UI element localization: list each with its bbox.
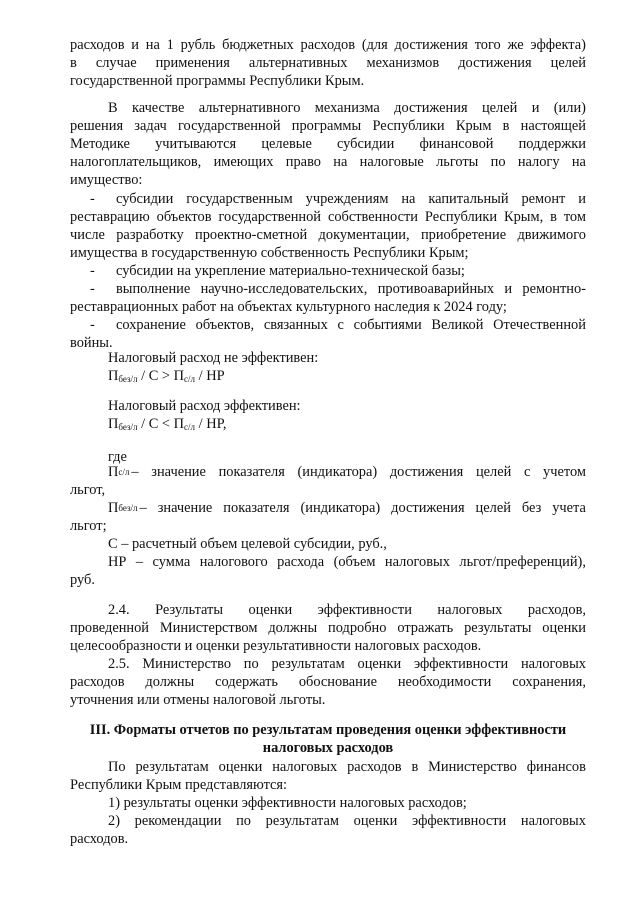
word: по — [236, 813, 251, 829]
word: расходов — [300, 37, 356, 53]
word: проектно-сметной — [195, 227, 308, 243]
list-bullet: - — [90, 317, 95, 333]
word: По — [108, 759, 126, 775]
word: объектов — [156, 209, 212, 225]
word: (объем — [333, 554, 376, 570]
word: рубль — [180, 37, 216, 53]
word: 2) — [108, 813, 120, 829]
word: движимого — [517, 227, 586, 243]
word: и — [131, 37, 139, 53]
word: учреждениям — [305, 191, 389, 207]
word: на — [571, 154, 586, 170]
word: налогу — [517, 154, 560, 170]
paragraph-line — [70, 135, 586, 153]
word: оценки — [542, 620, 586, 636]
word: по — [490, 154, 506, 170]
word: результатам — [265, 813, 339, 829]
word: программы — [291, 118, 362, 134]
word: целей — [550, 55, 586, 71]
word: значение — [157, 500, 213, 516]
word: достижения — [394, 37, 468, 53]
paragraph-line — [70, 36, 586, 54]
word: 2.5. — [108, 656, 130, 672]
word: НР — [108, 554, 127, 570]
word: Республики — [424, 209, 498, 225]
clause-2-4 — [70, 619, 586, 637]
word: отражать — [397, 620, 454, 636]
word: (индикатора) — [297, 464, 378, 480]
word: настоящей — [520, 118, 586, 134]
list-item — [116, 190, 586, 208]
word: налоговых — [272, 759, 338, 775]
word: применения — [155, 55, 230, 71]
word: Отечественной — [493, 317, 586, 333]
word: налоговых — [520, 813, 586, 829]
word: того — [474, 37, 501, 53]
word: налоговые — [359, 154, 424, 170]
word: реставрацию — [70, 209, 150, 225]
word: оценки — [353, 813, 398, 829]
word: результатам — [271, 656, 345, 672]
word: проведенной — [70, 620, 150, 636]
formula-title-ineffective: Налоговый расход не эффективен: — [108, 350, 319, 366]
list-item: реставрационных работ на объектах культурного наследия к 2024 году; — [70, 299, 507, 315]
paragraph-line — [108, 758, 586, 776]
word: решения — [70, 118, 124, 134]
formula-title-effective: Налоговый расход эффективен: — [108, 398, 301, 414]
word: альтернативного — [198, 100, 301, 116]
word: эффективности — [412, 813, 507, 829]
word: субсидии — [336, 136, 395, 152]
clause-2-4 — [108, 601, 586, 619]
word: льготы — [436, 154, 479, 170]
word: показателя — [223, 500, 290, 516]
word: с — [337, 317, 344, 333]
word: бюджетных — [222, 37, 294, 53]
list-bullet: - — [90, 281, 95, 297]
word: целевые — [261, 136, 312, 152]
word: сохранения, — [512, 674, 586, 690]
list-item — [70, 226, 586, 244]
word: в — [502, 118, 510, 134]
word: должны — [145, 674, 195, 690]
word: эффективности — [317, 602, 412, 618]
word: объектов, — [195, 317, 255, 333]
word: Министерство — [142, 656, 232, 672]
word: научно-исследовательских, — [200, 281, 368, 297]
word: числе — [70, 227, 105, 243]
word: поддержки — [518, 136, 586, 152]
word: налогового — [199, 554, 268, 570]
paragraph-line: государственной программы Республики Крым. — [70, 73, 365, 89]
word: целей — [475, 464, 512, 480]
list-item — [116, 316, 586, 334]
definition-hr — [108, 553, 586, 571]
word: результаты — [464, 620, 532, 636]
word: должны — [268, 620, 318, 636]
word: приобретение — [420, 227, 507, 243]
paragraph-line: имущество: — [70, 172, 143, 188]
list-item: расходов. — [70, 831, 129, 847]
word: эффекта) — [530, 37, 586, 53]
list-item — [108, 812, 586, 830]
formula-effective: $П_{без/л} / С < П_{с/л}$ / НР, — [108, 416, 227, 432]
word: Министерство — [428, 759, 517, 775]
word: в — [550, 209, 557, 225]
definition-pcl: П с/л – значение показателя (индикатора) достижения целей с учетом — [108, 464, 586, 480]
word: Министерством — [159, 620, 258, 636]
word: расходов, — [527, 602, 586, 618]
word: без — [521, 500, 542, 516]
word: показателя — [218, 464, 285, 480]
word: ремонт — [521, 191, 566, 207]
list-bullet: - — [90, 191, 95, 207]
word: и — [578, 191, 586, 207]
word: государственным — [186, 191, 293, 207]
word: на — [145, 37, 160, 53]
word: льгот/преференций), — [459, 554, 586, 570]
word: разработку — [116, 227, 184, 243]
word: расхода — [277, 554, 325, 570]
word: налоговых — [384, 554, 450, 570]
word: – — [139, 500, 147, 516]
definition-line: руб. — [70, 572, 95, 588]
word: эффективности — [413, 656, 509, 672]
paragraph-line: Республики Крым представляются: — [70, 777, 288, 793]
word: на — [333, 154, 348, 170]
word: налоговых — [520, 656, 586, 672]
word: Великой — [431, 317, 484, 333]
definition-line: льгот; — [70, 518, 107, 534]
clause-2-5 — [70, 673, 586, 691]
word: собственности — [327, 209, 418, 225]
word: рекомендации — [134, 813, 222, 829]
word: Методике — [70, 136, 130, 152]
definition-line: льгот, — [70, 482, 106, 498]
word: – — [131, 464, 139, 480]
word: противоаварийных — [377, 281, 495, 297]
list-bullet: - — [90, 263, 95, 279]
word: расходов — [70, 674, 125, 690]
section-heading: III. Форматы отчетов по результатам проведения оценки эффективности — [89, 722, 567, 738]
word: по — [243, 656, 259, 672]
clause-2-4: целесообразности и оценки результативности налоговых расходов. — [70, 638, 482, 654]
list-item — [116, 280, 586, 298]
word: достижения — [389, 464, 464, 480]
word: право — [285, 154, 321, 170]
word: капитальный — [428, 191, 509, 207]
list-item: субсидии на укрепление материально-технической базы; — [116, 263, 465, 279]
word: в — [70, 55, 77, 71]
formula-ineffective: $П_{без/л} / С > П_{с/л}$ / НР — [108, 368, 225, 384]
definition-c: С – расчетный объем целевой субсидии, руб., — [108, 536, 387, 552]
list-item: имущества в государственную собственность Республики Крым; — [70, 245, 469, 261]
word: же — [507, 37, 524, 53]
word: ремонтно- — [522, 281, 586, 297]
word: результатам — [135, 759, 209, 775]
word: сохранение — [116, 317, 186, 333]
word: в — [411, 759, 419, 775]
word: субсидии — [116, 191, 174, 207]
section-heading: налоговых расходов — [262, 740, 394, 756]
word: 2.4. — [108, 602, 130, 618]
word: случае — [95, 55, 137, 71]
word: достижения — [391, 500, 465, 516]
word: связанных — [263, 317, 328, 333]
list-item: 1) результаты оценки эффективности налоговых расходов; — [108, 795, 467, 811]
word: финансов — [526, 759, 586, 775]
word: оценки — [357, 656, 402, 672]
word: (индикатора) — [300, 500, 381, 516]
where-label: где — [108, 449, 127, 465]
paragraph-line — [70, 117, 586, 135]
word: и — [531, 100, 540, 116]
word: учетом — [543, 464, 586, 480]
word: 1 — [166, 37, 174, 53]
word: механизма — [314, 100, 380, 116]
word: альтернативных — [248, 55, 348, 71]
word: Республики — [372, 118, 445, 134]
word: обоснование — [298, 674, 377, 690]
word: целей — [475, 500, 511, 516]
clause-2-5: уточнения или отмены налоговой льготы. — [70, 692, 326, 708]
paragraph-line — [70, 54, 586, 72]
word: государственной — [218, 209, 322, 225]
word: учета — [552, 500, 586, 516]
word: необходимости — [397, 674, 492, 690]
word: финансовой — [419, 136, 494, 152]
word: задач — [134, 118, 167, 134]
word: учитываются — [155, 136, 237, 152]
word: достижения — [458, 55, 532, 71]
paragraph-line — [70, 153, 586, 171]
word: – — [135, 554, 144, 570]
word: выполнение — [116, 281, 191, 297]
word: расходов — [347, 759, 402, 775]
word: имеющих — [213, 154, 274, 170]
word: государственной — [177, 118, 281, 134]
word: значение — [151, 464, 206, 480]
word: налоговых — [437, 602, 503, 618]
word: содержать — [215, 674, 278, 690]
word: механизмов — [366, 55, 440, 71]
word: качестве — [131, 100, 185, 116]
paragraph-line — [108, 99, 586, 117]
word: достижения — [394, 100, 468, 116]
clause-2-5 — [108, 655, 586, 673]
word: сумма — [152, 554, 191, 570]
word: документации, — [318, 227, 410, 243]
word: оценки — [218, 759, 263, 775]
word: В — [108, 100, 118, 116]
word: расходов — [70, 37, 125, 53]
word: и — [504, 281, 513, 297]
word: (для — [361, 37, 388, 53]
word: (или) — [553, 100, 586, 116]
word: том — [563, 209, 586, 225]
word: событиями — [353, 317, 422, 333]
word: Крым, — [504, 209, 544, 225]
word: целей — [481, 100, 518, 116]
word: с — [523, 464, 531, 480]
word: Результаты — [155, 602, 224, 618]
word: на — [401, 191, 416, 207]
word: оценки — [248, 602, 293, 618]
definition-pbezl: П без/л – значение показателя (индикатора) достижения целей без учета — [108, 500, 586, 516]
list-item: войны. — [70, 335, 113, 351]
word: Крым — [455, 118, 492, 134]
list-item — [70, 208, 586, 226]
word: налогоплательщиков, — [70, 154, 202, 170]
word: подробно — [328, 620, 387, 636]
